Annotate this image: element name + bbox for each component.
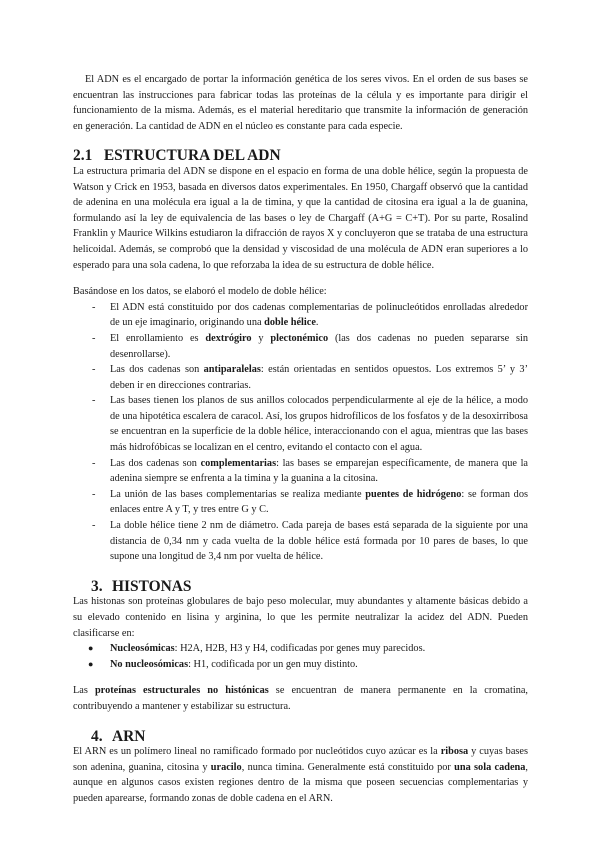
section-2-1-heading <box>73 148 528 164</box>
bullet-marker: - <box>92 520 96 532</box>
arn-paragraph <box>73 744 528 806</box>
item-term: doble hélice <box>264 317 316 329</box>
item-term: Nucleosómicas <box>110 643 175 655</box>
list-item <box>73 641 528 657</box>
list-item <box>73 331 528 362</box>
list-item <box>73 487 528 518</box>
section-number: 4. <box>91 727 103 745</box>
bullet-marker: - <box>92 488 96 500</box>
section-4-heading <box>73 729 528 745</box>
bullet-marker: - <box>92 332 96 344</box>
list-item <box>73 518 528 565</box>
section-number: 3. <box>91 577 103 595</box>
model-list-intro: Basándose en los datos, se elaboró el modelo de doble hélice: <box>73 286 327 298</box>
item-text: Las dos cadenas son <box>110 457 201 469</box>
item-term: proteínas estructurales no histónicas <box>94 685 269 697</box>
list-item <box>73 362 528 393</box>
section-number: 2.1 <box>73 147 93 165</box>
bullet-marker: - <box>92 364 96 376</box>
item-text: El ADN está constituido por dos cadenas complementarias de polinucleótidos enrolladas alrededor de un eje imaginario, originando una <box>110 301 528 329</box>
item-text: El ARN es un polímero lineal no ramificado formado por nucleótidos cuyo azúcar es la <box>73 746 441 758</box>
item-text: , aunque en algunos casos existen regiones dentro de la misma que poseen secuencias complementarias y pueden aparearse, formando zonas de doble cadena en el ARN. <box>73 761 528 804</box>
item-text: y cuyas bases son adenina, guanina, citosina y <box>73 746 528 773</box>
item-text: La unión de las bases complementarias se realiza mediante <box>110 488 366 500</box>
item-text: , nunca timina. Generalmente está constituido por <box>241 761 455 773</box>
item-term: una sola cadena <box>454 761 526 773</box>
item-text: Las dos cadenas son <box>110 364 204 376</box>
item-text: : están orientadas en sentidos opuestos. Los extremos 5’ y 3’ deben ir en direcciones contrarias. <box>110 364 528 391</box>
item-text: : H1, codificada por un gen muy distinto. <box>188 658 358 670</box>
item-text: . <box>315 317 319 329</box>
structure-paragraph: La estructura primaria del ADN se dispone en el espacio en forma de una doble hélice, según la propuesta de Watson y Crick en 1953, basada en diversos datos experimentales. En 1950, Chargaff observó que la cantidad de adenina en una molécula era igual a la de timina, y que la cantidad de citosina era igual a la de guanina, formulando así la ley de equivalencia de las bases o ley de Chargaff (A+G = C+T). Por su parte, Rosalind Franklin y Maurice Wilkins estudiaron la difracción de rayos X y concluyeron que se trataba de una estructura helicoidal. Además, se comprobó que la densidad y viscosidad de una molécula de ADN eran superiores a lo esperado para una sola cadena, lo que reforzaba la idea de su estructura de doble hélice. <box>73 165 528 271</box>
histones-paragraph: Las histonas son proteínas globulares de bajo peso molecular, muy abundantes y altamente básicas debido a su elevado contenido en lisina y arginina, lo que les permite neutralizar la acidez del ADN. Pueden clasificarse en: <box>73 596 528 639</box>
item-text: Las <box>73 685 95 697</box>
item-text: La doble hélice tiene 2 nm de diámetro. Cada pareja de bases está separada de la siguiente por una distancia de 0,34 nm y cada vuelta de la doble hélice está formada por 10 pares de bases, lo que supone una longitud de 3,4 nm por vuelta de hélice. <box>110 520 528 563</box>
section-title: ESTRUCTURA DEL ADN <box>103 147 281 165</box>
bullet-marker: - <box>92 301 96 313</box>
non-histone-paragraph <box>73 683 528 714</box>
list-item <box>73 300 528 331</box>
list-item <box>73 657 528 673</box>
bullet-marker: - <box>92 457 96 469</box>
section-3-heading <box>73 579 528 595</box>
bullet-marker: ● <box>88 643 94 654</box>
histone-types-list <box>73 641 528 672</box>
section-title: HISTONAS <box>112 577 192 595</box>
item-term: dextrógiro <box>205 332 252 344</box>
item-term: ribosa <box>440 746 469 758</box>
list-item <box>73 456 528 487</box>
bullet-marker: ● <box>88 658 94 669</box>
bullet-marker: - <box>92 395 96 407</box>
intro-paragraph: El ADN es el encargado de portar la información genética de los seres vivos. En el orden de sus bases se encuentran las instrucciones para fabricar todas las proteínas de la célula y es importante para dirigir el funcionamiento de la misma. Además, es el material hereditario que transmite la información de generación en generación. La cantidad de ADN en el núcleo es constante para cada especie. <box>73 74 528 132</box>
double-helix-list <box>73 300 528 565</box>
item-term: uracilo <box>210 761 242 773</box>
item-text: y <box>251 332 271 344</box>
item-term: complementarias <box>200 457 277 469</box>
item-term: puentes de hidrógeno <box>365 488 462 500</box>
item-term: antiparalelas <box>203 364 261 376</box>
item-term: plectonémico <box>270 332 329 344</box>
item-text: : se forman dos enlaces entre A y T, y tres entre G y C. <box>110 488 528 516</box>
item-text: Las bases tienen los planos de sus anillos colocados perpendicularmente al eje de la hélice, a modo de una hipotética escalera de caracol. Así, los grupos hidrofílicos de los fosfatos y de la desoxirribosa se encuentran en la superficie de la doble hélice, interaccionando con el agua, mientras que las bases más hidrofóbicas se localizan en el centro, evitando el contacto con el agua. <box>110 395 528 454</box>
item-text: : H2A, H2B, H3 y H4, codificadas por genes muy parecidos. <box>174 643 426 655</box>
list-item <box>73 393 528 455</box>
item-text: se encuentran de manera permanente en la cromatina, contribuyendo a mantener y estabilizar su estructura. <box>73 685 528 712</box>
item-term: No nucleosómicas <box>110 658 189 670</box>
item-text: (las dos cadenas no pueden separarse sin desenrollarse). <box>110 332 529 360</box>
section-title: ARN <box>112 727 146 745</box>
item-text: El enrollamiento es <box>110 332 206 344</box>
item-text: : las bases se emparejan específicamente, de manera que la adenina siempre se enfrenta a la timina y la guanina a la citosina. <box>110 457 528 485</box>
